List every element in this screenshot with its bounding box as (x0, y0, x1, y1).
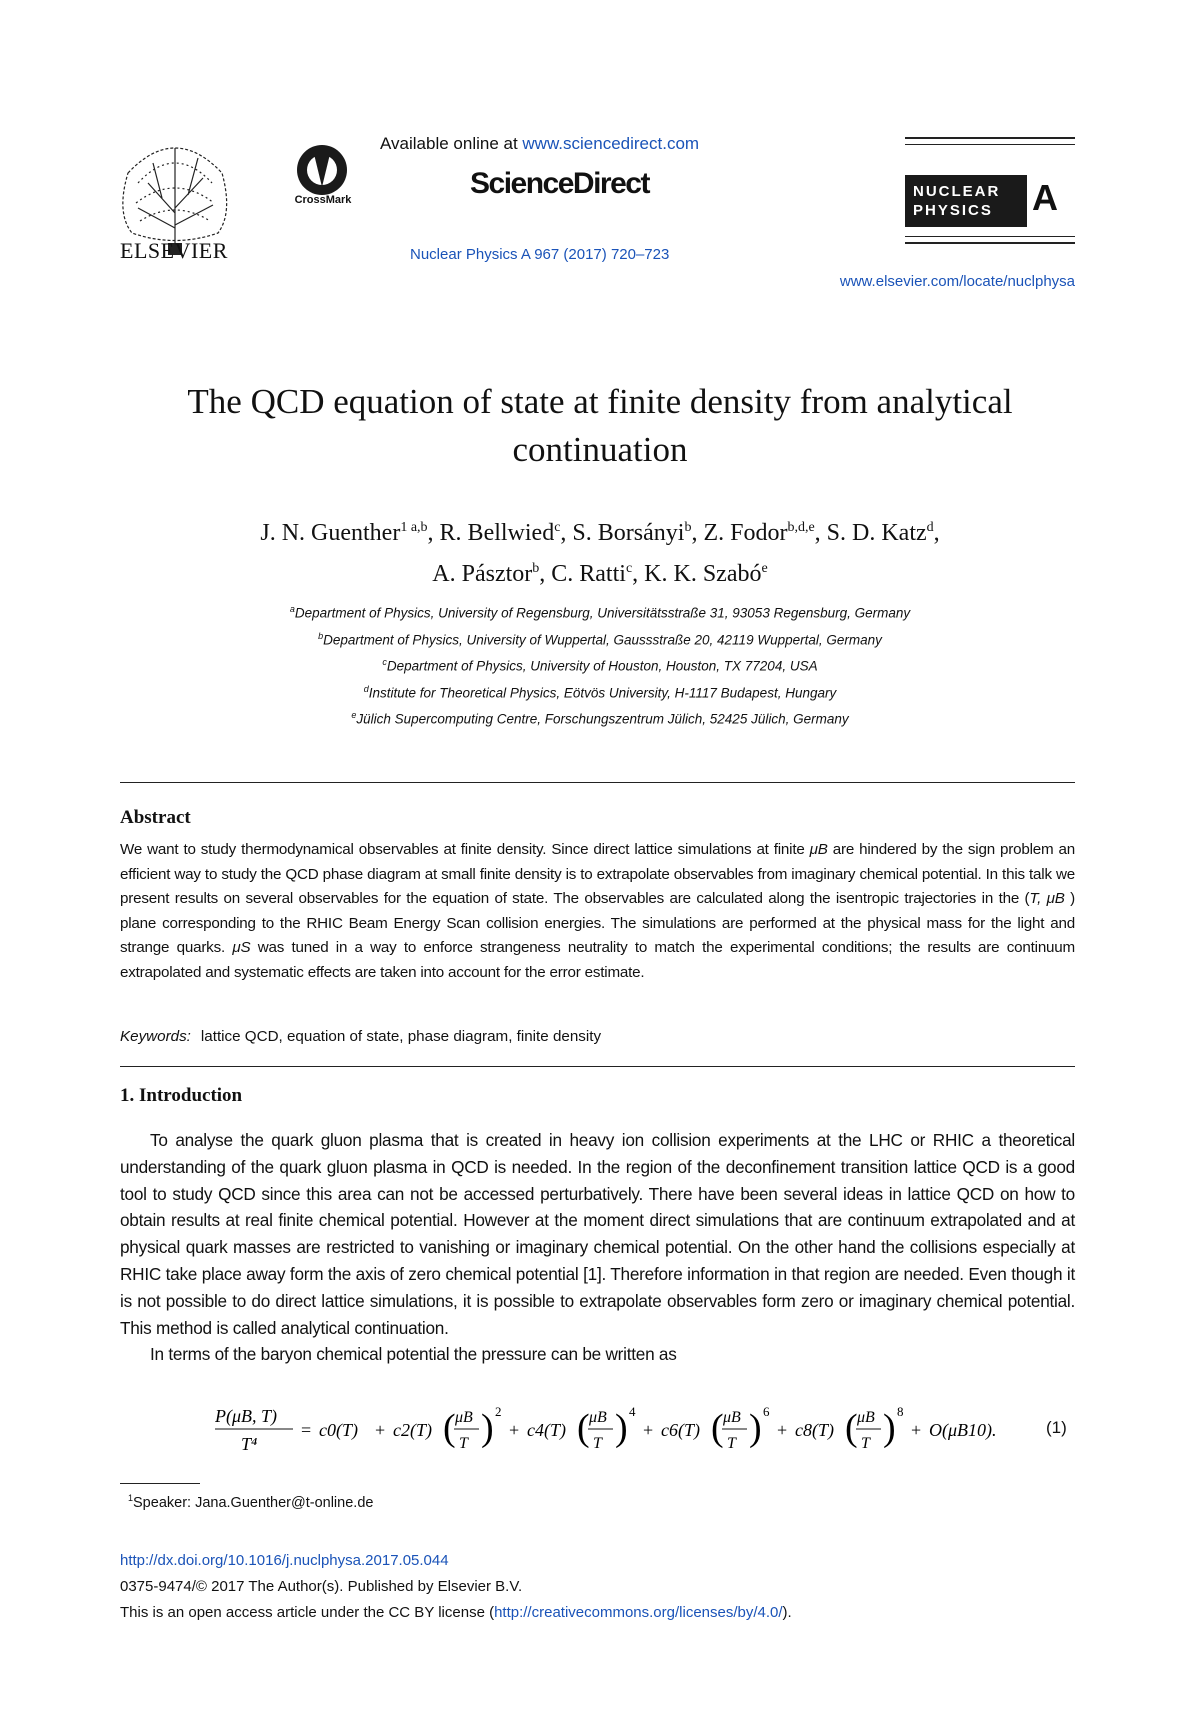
math-mu-s: μS (232, 939, 251, 957)
eq-frac-den: T (727, 1435, 736, 1452)
eq-frac-num: μB (589, 1409, 607, 1426)
crossmark-label: CrossMark (294, 194, 352, 206)
svg-text:+: + (375, 1420, 386, 1440)
eq-lhs-numerator: P(μB, T) (215, 1406, 278, 1426)
eq-frac-den: T (459, 1435, 468, 1452)
svg-text:): ) (481, 1407, 494, 1449)
sciencedirect-logo: ScienceDirect (470, 167, 649, 200)
math-mu-b: μB (809, 841, 828, 858)
footnote-text: Speaker: Jana.Guenther@t-online.de (133, 1494, 374, 1511)
issn-copyright: 0375-9474/© 2017 The Author(s). Published by Elsevier B.V. (120, 1578, 523, 1595)
doi-link[interactable]: http://dx.doi.org/10.1016/j.nuclphysa.2017.05.044 (120, 1552, 449, 1569)
journal-homepage-link[interactable]: www.elsevier.com/locate/nuclphysa (839, 273, 1075, 290)
abstract-top-rule (120, 782, 1075, 783)
eq-frac-den: T (861, 1435, 870, 1452)
svg-text:+: + (911, 1420, 922, 1440)
journal-logo-rule (905, 236, 1075, 237)
license-link[interactable]: http://creativecommons.org/licenses/by/4.0/ (494, 1604, 783, 1621)
eq-c4: c4(T) (527, 1420, 566, 1440)
elsevier-wordmark: ELSEVIER (120, 238, 228, 263)
available-prefix: Available online at (380, 134, 523, 153)
sciencedirect-link[interactable]: www.sciencedirect.com (522, 134, 700, 153)
abstract-text: We want to study thermodynamical observables at finite density. Since direct lattice simulations at finite μB are hindered by the sign problem an efficient way to study the QCD phase diagram at small finite density is to extrapolate observables from imaginary chemical potential. In this talk we present results on several observables for the equation of state. The observables are calculated along the isentropic trajectories in the (T, μB ) plane corresponding to the RHIC Beam Energy Scan collision energies. The simulations are performed at the physical mass for the light and strange quarks. μS was tuned in a way to enforce strangeness neutrality to match the experimental conditions; the results are continuum extrapolated and systematic effects are taken into account for the error estimate. (120, 841, 1076, 981)
journal-logo-rule (905, 137, 1075, 139)
keywords (120, 1028, 601, 1045)
journal-logo-letter: A (1032, 177, 1058, 218)
math-t-mu-b: T, μB (1029, 890, 1071, 908)
svg-text:+: + (509, 1420, 520, 1440)
footnote-rule (120, 1483, 200, 1484)
eq-exp-2: 2 (495, 1404, 502, 1419)
affiliation: $^b$Department of Physics, University of Wuppertal, Gaussstraße 20, 42119 Wuppertal, Germany (318, 630, 882, 647)
journal-logo-line2: PHYSICS (913, 202, 993, 219)
footnote-mark: 1 (128, 1493, 134, 1503)
eq-c0: c0(T) (319, 1420, 358, 1440)
svg-text:(: ( (845, 1407, 858, 1449)
footnote (128, 1493, 373, 1511)
section-heading-introduction: 1. Introduction (120, 1085, 243, 1106)
journal-logo-rule (905, 144, 1075, 145)
license-line: This is an open access article under the CC BY license (http://creativecommons.org/licenses/by/4.0/). (120, 1604, 792, 1621)
eq-exp-8: 8 (897, 1404, 904, 1419)
paragraph: To analyse the quark gluon plasma that is created in heavy ion collision experiments at the LHC or RHIC a theoretical understanding of the quark gluon plasma in QCD is needed. In the region of the deconfinement transition lattice QCD is a good tool to study QCD since this area can not be accessed perturbatively. There have been several ideas in lattice QCD on how to obtain results at real finite chemical potential. However at the moment direct simulations that are continuum extrapolated and at physical quark masses are restricted to vanishing or imaginary chemical potential. On the other hand the collisions especially at RHIC take place away form the axis of zero chemical potential [1]. Therefore information in that region are needed. Even though it is not possible to do direct lattice simulations, it is possible to extrapolate observables form zero or imaginary chemical potential. This method is called analytical continuation. (120, 1130, 1075, 1338)
equation-number: (1) (1046, 1418, 1067, 1437)
journal-logo-box (905, 175, 1027, 227)
paragraph: In terms of the baryon chemical potential the pressure can be written as (150, 1344, 677, 1365)
introduction-body (120, 1127, 1075, 1368)
svg-text:+: + (643, 1420, 654, 1440)
journal-reference[interactable]: Nuclear Physics A 967 (2017) 720–723 (410, 246, 670, 263)
affiliation: $^a$Department of Physics, University of Regensburg, Universitätsstraße 31, 93053 Regensburg, Germany (289, 604, 911, 621)
svg-text:): ) (615, 1407, 628, 1449)
eq-tail: O(μB10). (929, 1420, 997, 1440)
available-online-text (380, 134, 699, 154)
abstract-heading: Abstract (120, 807, 191, 828)
eq-frac-num: μB (857, 1409, 875, 1426)
eq-frac-num: μB (455, 1409, 473, 1426)
author-list: J. N. Guenther$^{1 a,b}$, R. Bellwied$^c$, S. Borsányi$^b$, Z. Fodor$^{b,d,e}$, S. D. Katz$^d$, A. Pásztor$^b$, C. Ratti$^c$, K. K. Szabó$^e$ (260, 520, 940, 587)
keywords-text: lattice QCD, equation of state, phase diagram, finite density (200, 1028, 602, 1045)
author: J. N. Guenther$^{1 a,b}$ (260, 520, 428, 546)
eq-frac-num: μB (723, 1409, 741, 1426)
eq-c2: c2(T) (393, 1420, 432, 1440)
affiliation-list (130, 598, 1070, 731)
journal-logo-rule (905, 242, 1075, 244)
affiliation: $^e$Jülich Supercomputing Centre, Forschungszentrum Jülich, 52425 Jülich, Germany (351, 710, 849, 727)
article-title: The QCD equation of state at finite density from analytical continuation (187, 382, 1013, 469)
eq-c6: c6(T) (661, 1420, 700, 1440)
svg-text:(: ( (577, 1407, 590, 1449)
eq-lhs-denominator: T⁴ (241, 1434, 258, 1454)
svg-text:+: + (777, 1420, 788, 1440)
eq-exp-4: 4 (629, 1404, 636, 1419)
journal-logo-line1: NUCLEAR (913, 183, 1001, 200)
affiliation: $^c$Department of Physics, University of Houston, Houston, TX 77204, USA (382, 657, 818, 674)
author: C. Ratti$^c$ (551, 561, 633, 587)
eq-frac-den: T (593, 1435, 602, 1452)
author: A. Pásztor$^b$ (432, 561, 540, 587)
svg-text:): ) (749, 1407, 762, 1449)
svg-text:=: = (301, 1420, 312, 1440)
svg-text:): ) (883, 1407, 896, 1449)
author: R. Bellwied$^c$ (439, 520, 561, 546)
author: K. K. Szabó$^e$ (644, 561, 768, 587)
equation-1 (215, 1402, 1075, 1460)
eq-exp-6: 6 (763, 1404, 770, 1419)
author: S. Borsányi$^b$ (572, 520, 692, 546)
svg-text:(: ( (443, 1407, 456, 1449)
section-divider-rule (120, 1066, 1075, 1067)
author: Z. Fodor$^{b,d,e}$ (703, 520, 815, 546)
affiliation: $^d$Institute for Theoretical Physics, Eötvös University, H-1117 Budapest, Hungary (363, 683, 837, 700)
author: S. D. Katz$^d$ (826, 520, 934, 546)
svg-text:(: ( (711, 1407, 724, 1449)
keywords-label: Keywords: (120, 1028, 191, 1045)
eq-c8: c8(T) (795, 1420, 834, 1440)
